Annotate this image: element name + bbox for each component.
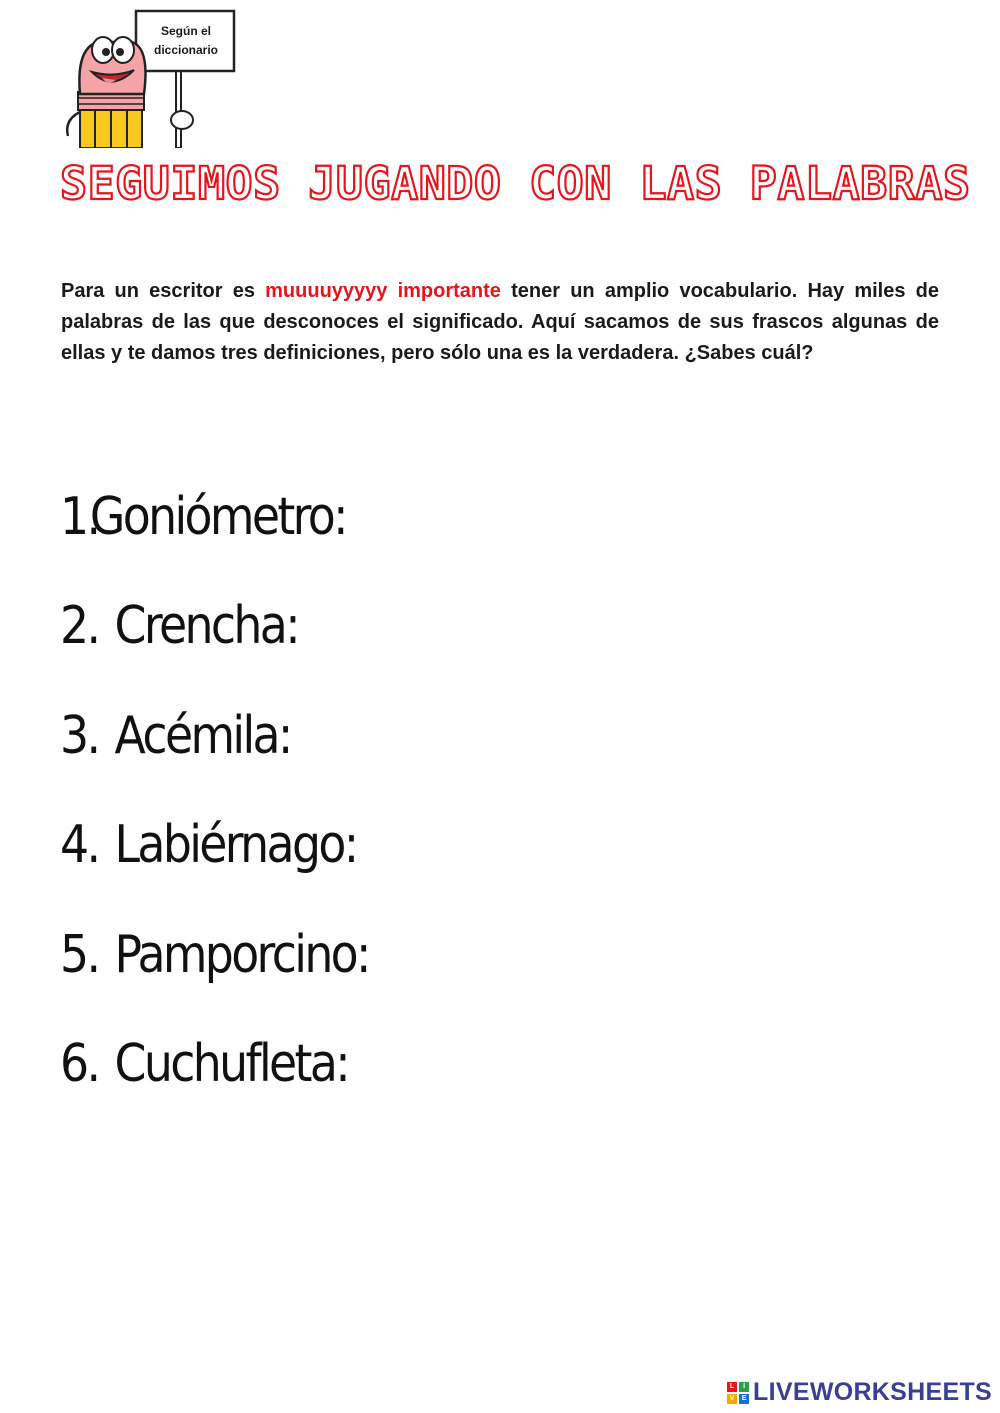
word-number: 1. — [60, 486, 99, 547]
intro-highlight: muuuuyyyyy importante — [265, 280, 501, 302]
word-number: 6. — [60, 1034, 99, 1095]
word-number: 4. — [60, 815, 99, 876]
word-item-labiernago — [60, 791, 369, 901]
word-item-goniometro — [60, 462, 369, 572]
logo-letter-l: L — [727, 1382, 737, 1392]
sign-line-2: diccionario — [153, 43, 218, 57]
word-number: 2. — [60, 596, 99, 657]
word-text: Cuchufleta: — [114, 1034, 349, 1095]
intro-text-start: Para un escritor es — [61, 280, 266, 302]
sign-line-1: Según el — [160, 24, 211, 38]
sign-label — [136, 22, 236, 60]
word-number: 5. — [60, 924, 99, 985]
brand-name: LIVEWORKSHEETS — [753, 1378, 992, 1406]
liveworksheets-logo-icon — [727, 1382, 749, 1404]
word-item-pamporcino — [60, 900, 369, 1010]
logo-letter-e: E — [739, 1394, 749, 1404]
page-title: SEGUIMOS JUGANDO CON LAS PALABRAS — [60, 157, 971, 210]
liveworksheets-brand — [727, 1378, 992, 1407]
word-list — [60, 462, 411, 1119]
word-text: Crencha: — [114, 596, 298, 657]
logo-letter-i: I — [739, 1382, 749, 1392]
word-text: Pamporcino: — [114, 924, 369, 985]
logo-letter-v: V — [727, 1394, 737, 1404]
word-text: Labiérnago: — [114, 815, 357, 876]
intro-paragraph — [61, 276, 939, 369]
word-item-acemila — [60, 681, 369, 791]
intro-text-end: tener un amplio vocabulario. Hay miles de palabras de las que desconoces el significado. Aquí sacamos de sus frascos algunas de ellas y te damos tres definiciones, pero sólo una es la verdadera. ¿Sabes cuál? — [61, 280, 939, 364]
word-number: 3. — [60, 705, 99, 766]
word-item-cuchufleta — [60, 1010, 369, 1120]
word-text: Goniómetro: — [89, 486, 346, 547]
word-item-crencha — [60, 572, 369, 682]
word-text: Acémila: — [114, 705, 291, 766]
